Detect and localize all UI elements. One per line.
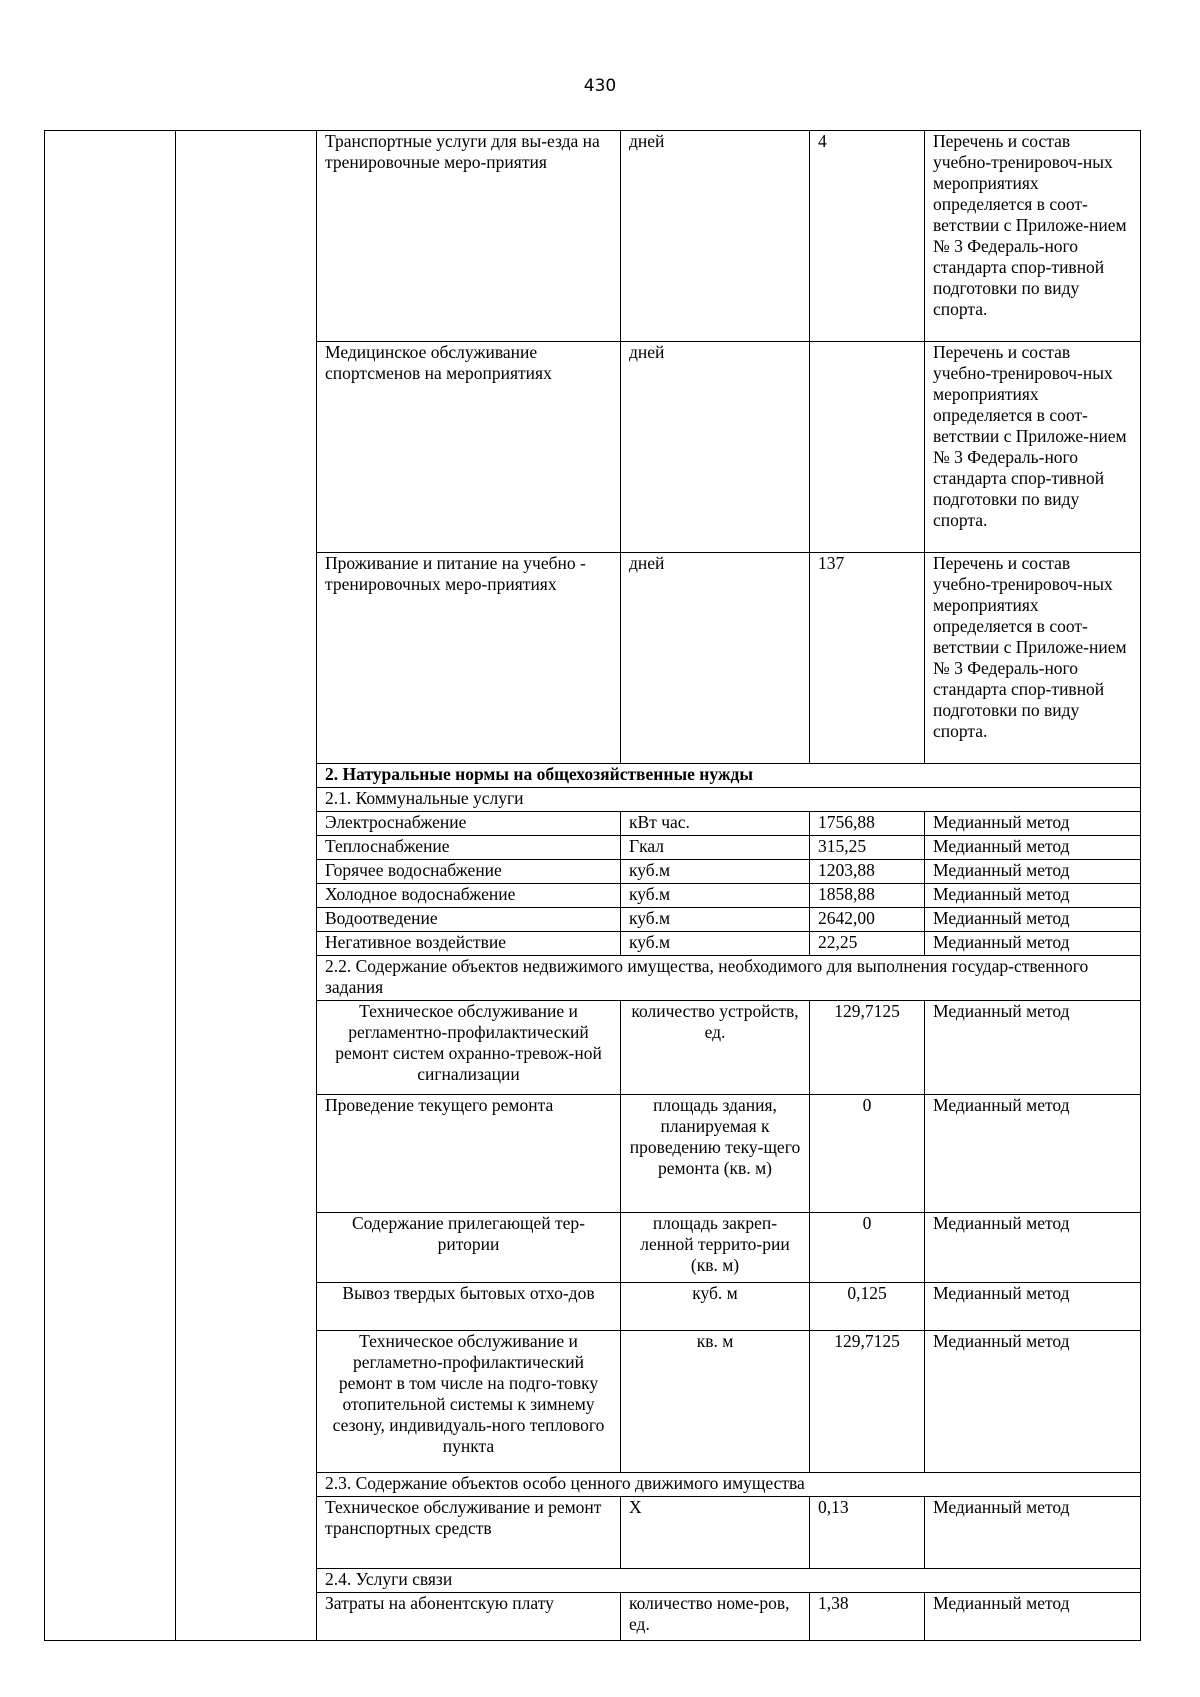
service-name: Медицинское обслуживание спортсменов на мероприятиях xyxy=(317,342,621,553)
service-name: Холодное водоснабжение xyxy=(317,884,621,908)
unit: количество устройств, ед. xyxy=(621,1001,810,1095)
service-name: Транспортные услуги для вы-езда на тренировочные меро-приятия xyxy=(317,131,621,342)
unit: куб. м xyxy=(621,1283,810,1331)
section-heading: 2.3. Содержание объектов особо ценного движимого имущества xyxy=(317,1473,1141,1497)
unit: Х xyxy=(621,1497,810,1569)
section-heading: 2.2. Содержание объектов недвижимого имущества, необходимого для выполнения государ-ственного задания xyxy=(317,956,1141,1001)
value: 22,25 xyxy=(810,932,925,956)
service-name: Электроснабжение xyxy=(317,812,621,836)
method: Медианный метод xyxy=(925,884,1141,908)
service-name: Вывоз твердых бытовых отхо-дов xyxy=(317,1283,621,1331)
service-name: Техническое обслуживание и регламетно-профилактический ремонт в том числе на подго-товку отопительной системы к зимнему сезону, индивидуаль-ного теплового пункта xyxy=(317,1331,621,1473)
value: 137 xyxy=(810,553,925,764)
section-heading: 2. Натуральные нормы на общехозяйственные нужды xyxy=(317,764,1141,788)
table-row xyxy=(45,131,1141,342)
method: Медианный метод xyxy=(925,1331,1141,1473)
service-name: Техническое обслуживание и ремонт транспортных средств xyxy=(317,1497,621,1569)
unit: дней xyxy=(621,553,810,764)
value: 1858,88 xyxy=(810,884,925,908)
unit: куб.м xyxy=(621,884,810,908)
method: Медианный метод xyxy=(925,932,1141,956)
method: Медианный метод xyxy=(925,1593,1141,1641)
left-blank-column-2 xyxy=(176,131,317,1641)
service-name: Проживание и питание на учебно - тренировочных меро-приятиях xyxy=(317,553,621,764)
service-name: Негативное воздействие xyxy=(317,932,621,956)
method: Перечень и состав учебно-тренировоч-ных мероприятиях определяется в соот-ветствии с Приложе-нием № 3 Федераль-ного стандарта спор-тивной подготовки по виду спорта. xyxy=(925,131,1141,342)
service-name: Затраты на абонентскую плату xyxy=(317,1593,621,1641)
method: Медианный метод xyxy=(925,1213,1141,1283)
value: 4 xyxy=(810,131,925,342)
unit: площадь закреп-ленной террито-рии (кв. м) xyxy=(621,1213,810,1283)
value: 0 xyxy=(810,1095,925,1213)
value: 129,7125 xyxy=(810,1001,925,1095)
method: Медианный метод xyxy=(925,1283,1141,1331)
value: 1,38 xyxy=(810,1593,925,1641)
value: 1756,88 xyxy=(810,812,925,836)
value xyxy=(810,342,925,553)
value: 0,125 xyxy=(810,1283,925,1331)
unit: кв. м xyxy=(621,1331,810,1473)
unit: Гкал xyxy=(621,836,810,860)
method: Медианный метод xyxy=(925,1095,1141,1213)
unit: количество номе-ров, ед. xyxy=(621,1593,810,1641)
unit: куб.м xyxy=(621,932,810,956)
method: Перечень и состав учебно-тренировоч-ных мероприятиях определяется в соот-ветствии с Приложе-нием № 3 Федераль-ного стандарта спор-тивной подготовки по виду спорта. xyxy=(925,342,1141,553)
value: 0,13 xyxy=(810,1497,925,1569)
left-blank-column-1 xyxy=(45,131,176,1641)
method: Медианный метод xyxy=(925,836,1141,860)
section-heading: 2.4. Услуги связи xyxy=(317,1569,1141,1593)
unit: дней xyxy=(621,342,810,553)
method: Перечень и состав учебно-тренировоч-ных мероприятиях определяется в соот-ветствии с Приложе-нием № 3 Федераль-ного стандарта спор-тивной подготовки по виду спорта. xyxy=(925,553,1141,764)
value: 1203,88 xyxy=(810,860,925,884)
norms-table xyxy=(44,130,1141,1641)
unit: кВт час. xyxy=(621,812,810,836)
method: Медианный метод xyxy=(925,1497,1141,1569)
unit: куб.м xyxy=(621,908,810,932)
method: Медианный метод xyxy=(925,812,1141,836)
page-number: 430 xyxy=(583,76,617,96)
method: Медианный метод xyxy=(925,860,1141,884)
section-heading: 2.1. Коммунальные услуги xyxy=(317,788,1141,812)
value: 315,25 xyxy=(810,836,925,860)
value: 0 xyxy=(810,1213,925,1283)
unit: дней xyxy=(621,131,810,342)
method: Медианный метод xyxy=(925,908,1141,932)
service-name: Водоотведение xyxy=(317,908,621,932)
value: 2642,00 xyxy=(810,908,925,932)
service-name: Горячее водоснабжение xyxy=(317,860,621,884)
value: 129,7125 xyxy=(810,1331,925,1473)
method: Медианный метод xyxy=(925,1001,1141,1095)
service-name: Теплоснабжение xyxy=(317,836,621,860)
service-name: Содержание прилегающей тер-ритории xyxy=(317,1213,621,1283)
unit: куб.м xyxy=(621,860,810,884)
service-name: Проведение текущего ремонта xyxy=(317,1095,621,1213)
unit: площадь здания, планируемая к проведению теку-щего ремонта (кв. м) xyxy=(621,1095,810,1213)
service-name: Техническое обслуживание и регламентно-профилактический ремонт систем охранно-тревож-ной сигнализации xyxy=(317,1001,621,1095)
